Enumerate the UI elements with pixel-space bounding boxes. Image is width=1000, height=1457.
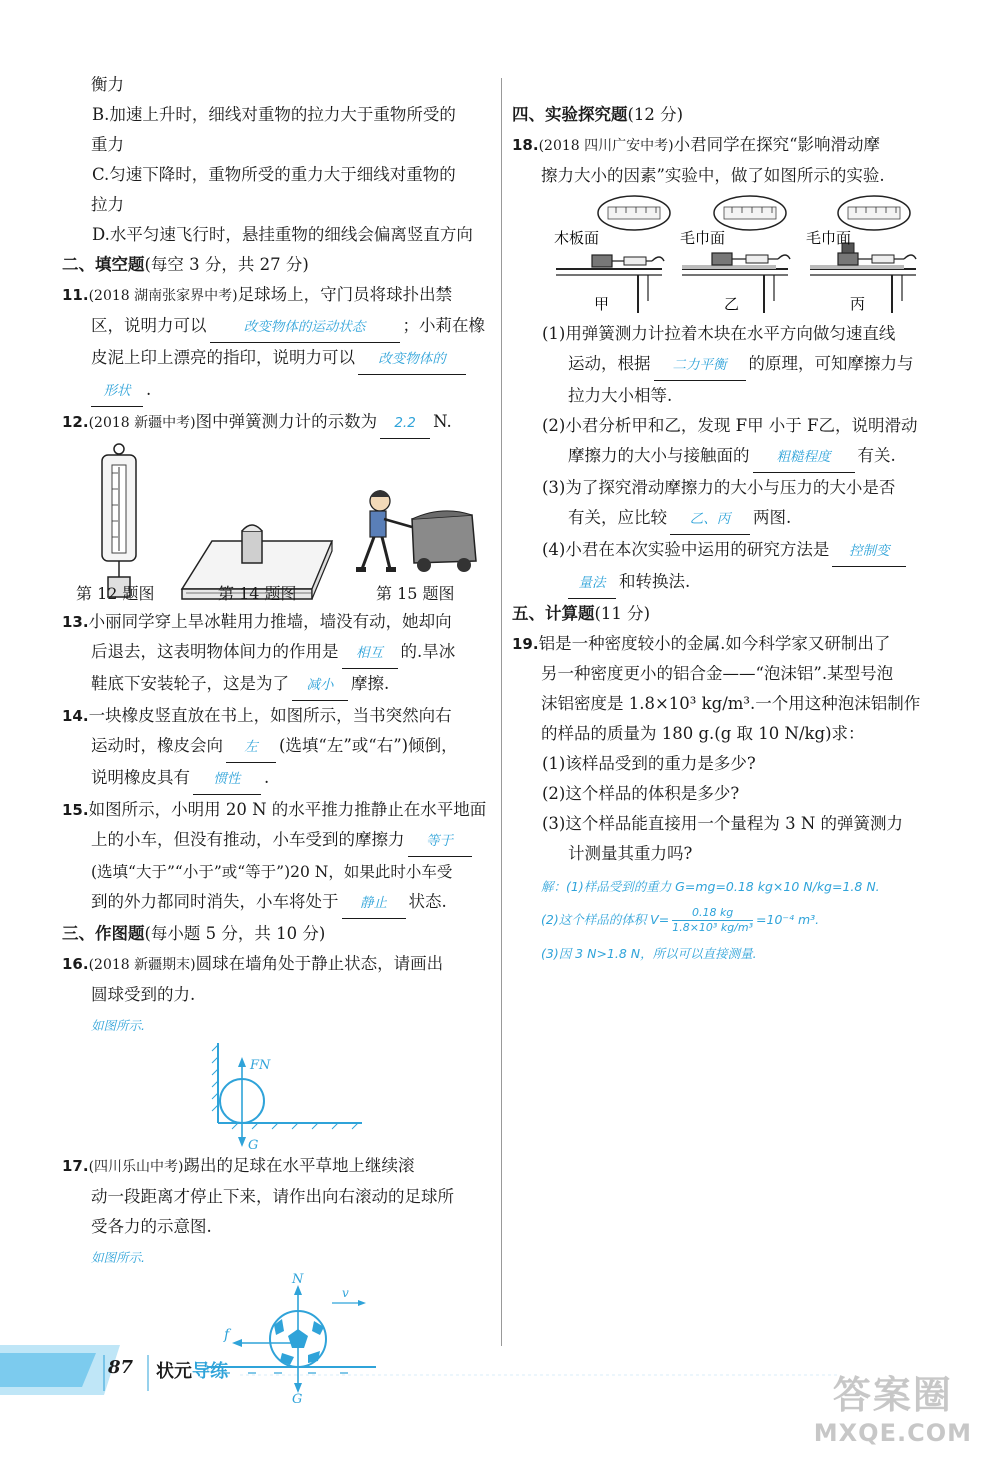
question-text: 后退去，这表明物体间力的作用是 <box>91 642 339 661</box>
handwritten-answer: 解：(1)样品受到的重力 G=mg=0.18 kg×10 N/kg=1.8 N. <box>541 879 880 894</box>
section-heading-calculation <box>512 599 942 629</box>
solution-line1 <box>541 871 942 902</box>
surface-label-bing: 毛巾面 <box>806 229 852 247</box>
brand-text-a: 状元 <box>156 1361 192 1382</box>
section-title: 四、实验探究题 <box>512 105 628 124</box>
question-number: 17. <box>62 1157 89 1175</box>
question-text: 图中弹簧测力计的示数为 <box>195 412 378 431</box>
question-text: (选填“左”或“右”)倾倒， <box>279 736 458 755</box>
q18-line1 <box>512 130 942 161</box>
answer-blank: 减小 <box>292 670 348 701</box>
q16-line2: 圆球受到的力. <box>91 985 196 1004</box>
section-note: (12 分) <box>627 105 684 124</box>
question-text: 有关，应比较 <box>568 508 667 527</box>
column-divider <box>501 78 502 1346</box>
handwritten-answer: (2)这个样品的体积 V= <box>541 912 670 927</box>
caption-jia: 甲 <box>594 295 610 313</box>
q16-line1 <box>62 949 490 980</box>
q15-line3: (选填“大于”“小于”或“等于”)20 N，如果此时小车受 <box>91 863 453 881</box>
question-number: 11. <box>62 286 89 304</box>
q17-handwriting <box>62 1242 490 1273</box>
watermark <box>814 1364 972 1447</box>
q19-p3-line1: (3)这个样品能直接用一个量程为 3 N 的弹簧测力 <box>542 814 904 833</box>
figure-row-12-14-15 <box>62 439 490 607</box>
velocity-label: v <box>342 1286 349 1300</box>
question-number: 15. <box>62 801 89 819</box>
question-source: (四川乐山中考) <box>88 1159 184 1175</box>
section-heading-experiment <box>512 100 942 130</box>
question-source: (2018 新疆中考) <box>88 415 196 431</box>
q15-line2 <box>62 825 490 857</box>
section-title: 五、计算题 <box>512 604 595 623</box>
answer-blank: 惯性 <box>193 764 261 795</box>
question-text: 的原理，可知摩擦力与 <box>748 354 914 373</box>
q14-line1 <box>62 701 490 731</box>
question-text: 圆球在墙角处于静止状态，请画出 <box>195 954 444 973</box>
watermark-top: 答案圈 <box>832 1373 953 1417</box>
question-text: 足球场上，守门员将球扑出禁 <box>237 285 453 304</box>
fraction-numerator: 0.18 kg <box>691 905 734 919</box>
question-number: 19. <box>512 635 539 653</box>
q19-p3-line2: 计测量其重力吗? <box>568 844 693 863</box>
q18-p3-line2 <box>512 503 942 535</box>
q13-line3 <box>62 669 490 701</box>
fraction-denominator: 1.8×10³ kg/m³ <box>672 920 754 934</box>
question-text: . <box>146 380 152 399</box>
question-text: 有关. <box>857 446 896 465</box>
q16-figure-svg <box>62 1041 490 1151</box>
question-text: 摩擦力的大小与接触面的 <box>568 446 750 465</box>
answer-blank: 粗糙程度 <box>753 442 855 473</box>
question-text: 状态. <box>408 892 447 911</box>
solution-line3 <box>541 938 942 969</box>
q11-line4 <box>62 375 490 407</box>
q18-p1-line2 <box>512 349 942 381</box>
q17-line2: 动一段距离才停止下来，请作出向右滚动的足球所 <box>91 1187 454 1206</box>
caption-q14: 第 14 题图 <box>218 584 297 603</box>
fraction <box>672 906 753 935</box>
caption-bing: 丙 <box>850 295 866 313</box>
right-column <box>512 100 942 969</box>
option-tail: 衡力 <box>91 75 124 94</box>
section-heading-drawing <box>62 919 490 949</box>
gravity-label: G <box>292 1392 303 1403</box>
answer-blank: 2.2 <box>380 408 430 439</box>
section-title: 二、填空题 <box>62 255 145 274</box>
q19-p1: (1)该样品受到的重力是多少? <box>542 754 756 773</box>
q18-p1-line1: (1)用弹簧测力计拉着木块在水平方向做匀速直线 <box>542 324 896 343</box>
question-text: 两图. <box>753 508 792 527</box>
q19-line2: 另一种密度更小的铝合金——“泡沫铝”.某型号泡 <box>541 664 894 683</box>
normal-force-label: FN <box>250 1058 271 1073</box>
question-text: 小君同学在探究“影响滑动摩 <box>673 135 881 154</box>
question-source: (2018 新疆期末) <box>88 957 196 973</box>
question-text: 的.旱冰 <box>400 642 456 661</box>
q19-line1 <box>512 629 942 659</box>
section-title: 三、作图题 <box>62 924 145 943</box>
question-text: 上的小车，但没有推动，小车受到的摩擦力 <box>91 830 405 849</box>
option-b-line1: B.加速上升时，细线对重物的拉力大于重物所受的 <box>92 105 456 124</box>
normal-force-label: N <box>292 1273 304 1287</box>
question-number: 18. <box>512 136 539 154</box>
question-text: . <box>264 768 270 787</box>
question-text: (4)小君在本次实验中运用的研究方法是 <box>542 540 830 559</box>
surface-label-yi: 毛巾面 <box>680 229 726 247</box>
setup-jia <box>556 196 670 313</box>
answer-blank: 乙、丙 <box>670 504 750 535</box>
option-c-line2: 拉力 <box>91 195 124 214</box>
solution-line2 <box>541 902 942 938</box>
question-text: 摩擦. <box>351 674 390 693</box>
q18-p4-line1 <box>512 535 942 567</box>
question-text: N. <box>433 412 452 431</box>
answer-blank: 左 <box>226 732 276 763</box>
q18-p2-line2 <box>512 441 942 473</box>
section-heading-fill <box>62 250 490 280</box>
question-number: 16. <box>62 955 89 973</box>
brand-logo <box>156 1357 228 1383</box>
question-text: 和转换法. <box>619 572 691 591</box>
question-text: 鞋底下安装轮子，这是为了 <box>91 674 289 693</box>
q18-p2-line1: (2)小君分析甲和乙，发现 F甲 小于 F乙，说明滑动 <box>542 416 918 435</box>
section-note: (每小题 5 分，共 10 分) <box>144 924 326 943</box>
option-c-line1: C.匀速下降时，重物所受的重力大于细线对重物的 <box>92 165 456 184</box>
q18-p3-line1: (3)为了探究滑动摩擦力的大小与压力的大小是否 <box>542 478 896 497</box>
friction-label: f <box>224 1327 230 1343</box>
answer-blank: 相互 <box>342 638 398 669</box>
section-note: (每空 3 分，共 27 分) <box>144 255 309 274</box>
question-text: 小丽同学穿上旱冰鞋用力推墙，墙没有动，她却向 <box>88 612 452 631</box>
q18-line2: 擦力大小的因素”实验中，做了如图所示的实验. <box>541 166 885 185</box>
answer-blank: 改变物体的运动状态 <box>210 312 400 343</box>
gravity-label: G <box>248 1138 259 1151</box>
question-text: 踢出的足球在水平草地上继续滚 <box>183 1156 415 1175</box>
question-text: 说明橡皮具有 <box>91 768 190 787</box>
spring-scale-figure <box>102 444 136 597</box>
q12-line1 <box>62 407 490 439</box>
q18-figure-svg <box>512 191 942 319</box>
handwritten-answer: (3)因 3 N>1.8 N，所以可以直接测量. <box>541 946 757 961</box>
q11-line3 <box>62 343 490 375</box>
question-source: (2018 四川广安中考) <box>538 138 674 154</box>
question-text: 区，说明力可以 <box>91 316 207 335</box>
handwritten-answer: =10⁻⁴ m³. <box>756 912 820 927</box>
question-text: ；小莉在橡 <box>402 316 485 335</box>
question-number: 12. <box>62 413 89 431</box>
caption-q15: 第 15 题图 <box>376 584 455 603</box>
section-note: (11 分) <box>594 604 651 623</box>
question-text: 皮泥上印上漂亮的指印，说明力可以 <box>91 348 355 367</box>
q18-p4-line2 <box>512 567 942 599</box>
question-text: 如图所示，小明用 20 N 的水平推力推静止在水平地面 <box>88 800 487 819</box>
q18-figure <box>512 191 942 319</box>
question-text: 运动时，橡皮会向 <box>91 736 223 755</box>
brand-text-b: 导练 <box>192 1361 228 1382</box>
question-text: 铝是一种密度较小的金属.如今科学家又研制出了 <box>538 634 891 653</box>
answer-blank: 控制变 <box>832 536 906 567</box>
answer-blank: 改变物体的 <box>358 344 466 375</box>
q19-solution <box>512 871 942 969</box>
q16-figure <box>62 1041 490 1151</box>
q13-line1 <box>62 607 490 637</box>
q14-line3 <box>62 763 490 795</box>
q15-line1 <box>62 795 490 825</box>
q19-p2: (2)这个样品的体积是多少? <box>542 784 740 803</box>
question-text: 到的外力都同时消失，小车将处于 <box>91 892 339 911</box>
question-source: (2018 湖南张家界中考) <box>88 288 238 304</box>
answer-blank: 等于 <box>408 826 472 857</box>
q16-handwriting <box>62 1010 490 1041</box>
page-footer <box>0 1345 1000 1457</box>
answer-blank: 形状 <box>91 376 143 407</box>
caption-yi: 乙 <box>724 295 740 313</box>
q13-line2 <box>62 637 490 669</box>
handwritten-answer: 如图所示. <box>91 1018 145 1033</box>
q17-line1 <box>62 1151 490 1182</box>
q19-line3: 沫铝密度是 1.8×10³ kg/m³.一个用这种泡沫铝制作 <box>541 694 921 713</box>
q11-line2 <box>62 311 490 343</box>
left-column <box>62 70 490 1403</box>
option-b-line2: 重力 <box>91 135 124 154</box>
question-text: 一块橡皮竖直放在书上，如图所示，当书突然向右 <box>88 706 452 725</box>
answer-blank: 静止 <box>342 888 406 919</box>
handwritten-answer: 如图所示. <box>91 1250 145 1265</box>
question-number: 14. <box>62 707 89 725</box>
q19-line4: 的样品的质量为 180 g.(g 取 10 N/kg)求： <box>541 724 865 743</box>
q14-line2 <box>62 731 490 763</box>
boy-cart-figure <box>356 490 476 572</box>
page-number: 87 <box>108 1357 134 1378</box>
answer-blank: 量法 <box>568 568 616 599</box>
q18-p1-line3: 拉力大小相等. <box>568 386 673 405</box>
answer-blank: 二力平衡 <box>654 350 746 381</box>
watermark-bottom: MXQE.COM <box>813 1419 972 1447</box>
q17-line3: 受各力的示意图. <box>91 1217 212 1236</box>
question-text: 运动，根据 <box>568 354 651 373</box>
caption-q12: 第 12 题图 <box>76 584 155 603</box>
q15-line4 <box>62 887 490 919</box>
question-number: 13. <box>62 613 89 631</box>
surface-label-jia: 木板面 <box>554 229 600 247</box>
option-d: D.水平匀速飞行时，悬挂重物的细线会偏离竖直方向 <box>92 225 473 244</box>
q11-line1 <box>62 280 490 311</box>
